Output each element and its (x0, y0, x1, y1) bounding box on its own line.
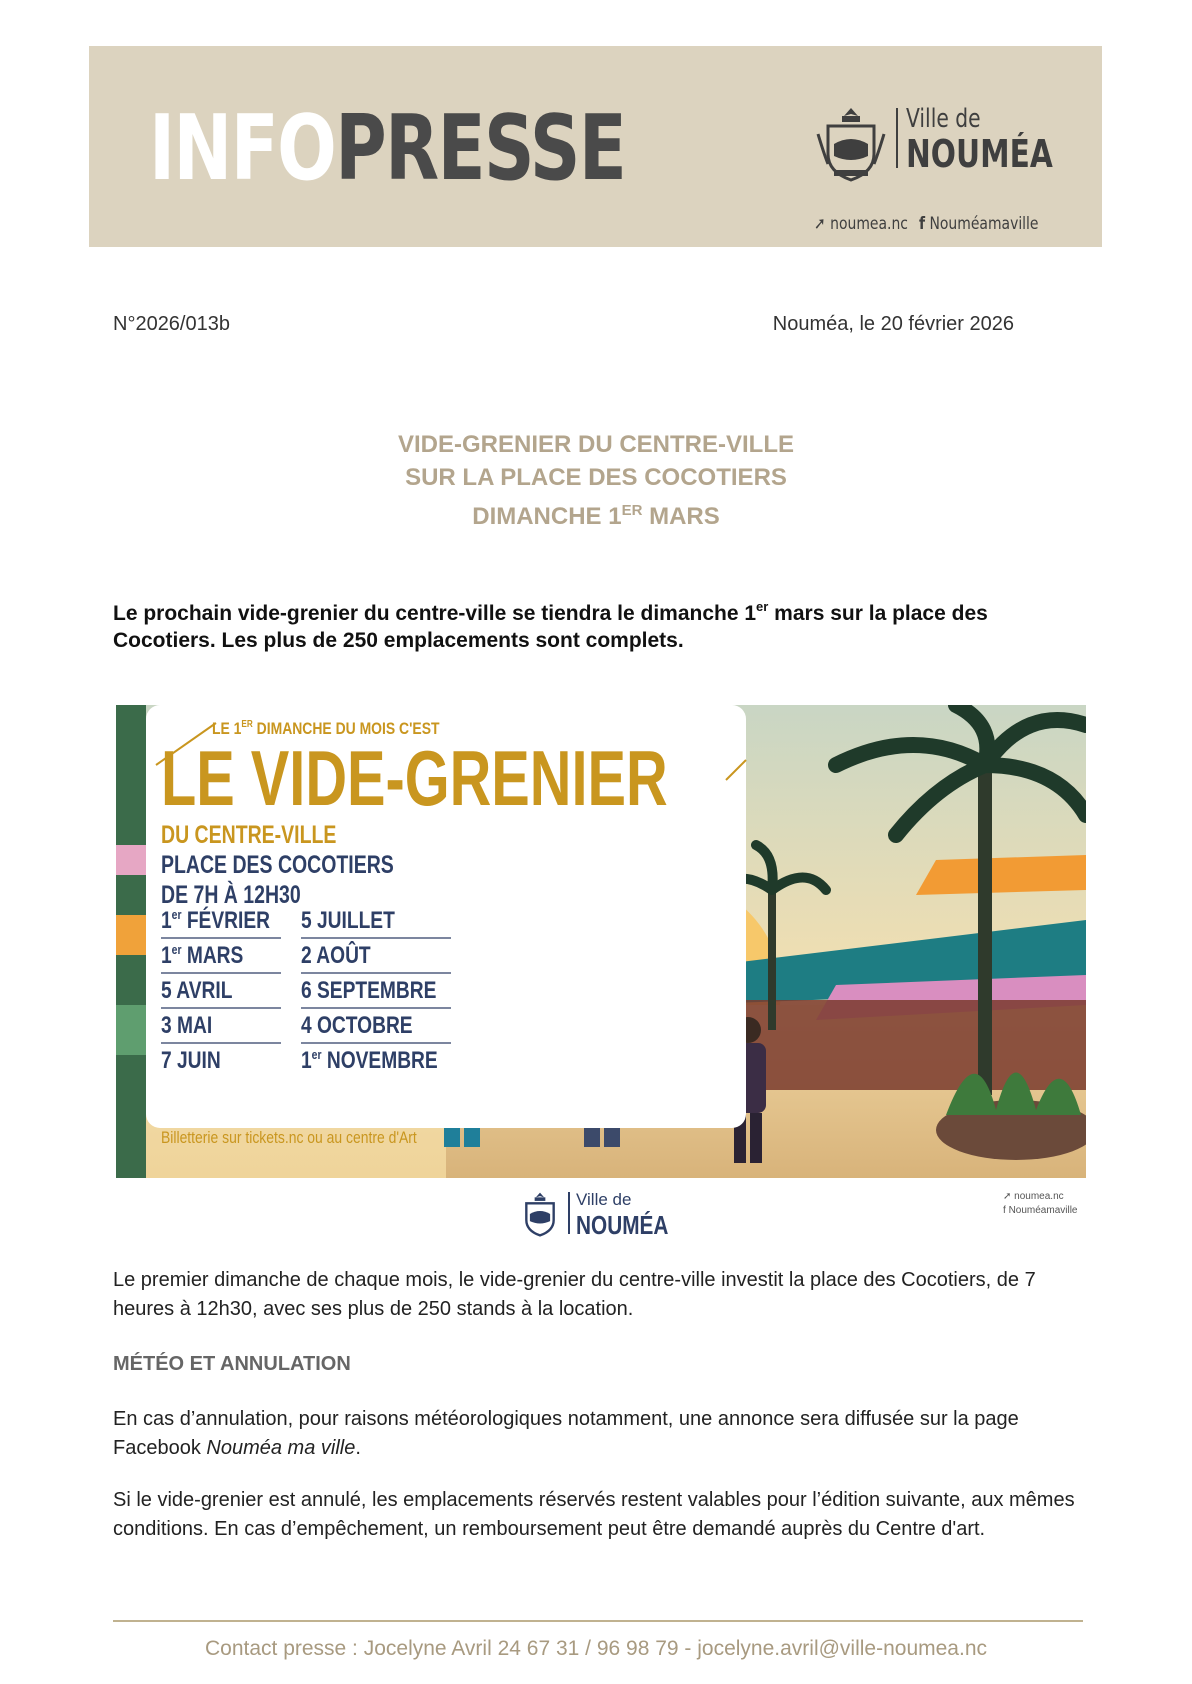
title-line-2: SUR LA PLACE DES COCOTIERS (405, 464, 787, 491)
paper-plane-icon: ➚ (1003, 1191, 1012, 1202)
poster-footer-logo (518, 1190, 698, 1242)
poster-date-item: 2 AOÛT (301, 940, 371, 969)
footer-logo-noumea: NOUMÉA (576, 1210, 669, 1240)
body-paragraph-1: Le premier dimanche de chaque mois, le vide-grenier du centre-ville investit la place des Cocotiers, de 7 heures à 12h30, avec ses plus de 250 stands à la location. (113, 1269, 1036, 1320)
poster-footer-social (1003, 1190, 1077, 1218)
header-band (89, 46, 1102, 247)
poster-subtitle-3: DE 7H À 12H30 (161, 880, 301, 909)
poster-subtitle-1: DU CENTRE-VILLE (161, 820, 337, 849)
logo-divider (568, 1192, 570, 1234)
poster-kicker: LE 1ER DIMANCHE DU MOIS C'EST (212, 718, 440, 739)
noumea-crest-icon (814, 104, 888, 184)
brand-info: INFO (149, 96, 336, 201)
poster-date-item: 3 MAI (161, 1010, 213, 1039)
poster-date-item: 5 JUILLET (301, 905, 395, 934)
brand-presse: PRESSE (335, 96, 626, 201)
poster-date-item: 1er NOVEMBRE (301, 1045, 438, 1074)
press-release-date: Nouméa, le 20 février 2026 (772, 313, 1014, 335)
poster-palm-trunk (978, 765, 992, 1095)
poster-ticketing: Billetterie sur tickets.nc ou au centre d'Art (161, 1128, 417, 1148)
facebook-link[interactable]: Nouméamaville (929, 214, 1039, 234)
title-line-3: DIMANCHE 1ER MARS (472, 502, 720, 530)
vide-grenier-poster (116, 705, 1086, 1178)
press-release-number: N°2026/013b (113, 313, 230, 335)
facebook-icon: f (918, 214, 926, 234)
page-title (0, 428, 1192, 533)
logo-ville-de: Ville de (906, 104, 981, 134)
logo-divider (896, 108, 898, 168)
website-link[interactable]: noumea.nc (830, 214, 908, 234)
logo-noumea: NOUMÉA (906, 132, 1053, 176)
poster-date-item: 1er MARS (161, 940, 244, 969)
info-presse-wordmark (149, 96, 626, 201)
ville-de-noumea-logo (814, 104, 1054, 234)
poster-headline: LE VIDE-GRENIER (161, 734, 668, 823)
facebook-icon: f (1003, 1205, 1006, 1216)
poster-date-item: 4 OCTOBRE (301, 1010, 413, 1039)
poster-awning-orange (916, 855, 1086, 895)
section-heading-meteo: MÉTÉO ET ANNULATION (113, 1353, 351, 1375)
footer-website-link[interactable]: noumea.nc (1014, 1191, 1064, 1202)
poster-date-item: 1er FÉVRIER (161, 905, 271, 934)
footer-rule (113, 1620, 1083, 1622)
footer-logo-ville: Ville de (576, 1190, 632, 1209)
press-contact: Contact presse : Jocelyne Avril 24 67 31 / 96 98 79 - jocelyne.avril@ville-noumea.nc (204, 1637, 987, 1660)
title-line-1: VIDE-GRENIER DU CENTRE-VILLE (397, 431, 795, 458)
poster-subtitle-2: PLACE DES COCOTIERS (161, 850, 394, 879)
poster-date-item: 6 SEPTEMBRE (301, 975, 437, 1004)
paper-plane-icon: ➚ (814, 214, 826, 234)
facebook-page-name: Nouméa ma ville (206, 1437, 356, 1459)
poster-date-item: 5 AVRIL (161, 975, 233, 1004)
body-paragraph-3: Si le vide-grenier est annulé, les emplacements réservés restent valables pour l’édition suivante, aux mêmes conditions. En cas d’empêchement, un remboursement peut être demandé auprès du Centre d'art. (113, 1489, 1075, 1540)
footer-facebook-link[interactable]: Nouméamaville (1008, 1205, 1078, 1216)
logo-social-links (814, 214, 1039, 234)
body-paragraph-2: En cas d’annulation, pour raisons météorologiques notamment, une annonce sera diffusée sur la page Facebook Nouméa ma ville. (113, 1408, 1019, 1459)
lead-paragraph: Le prochain vide-grenier du centre-ville se tiendra le dimanche 1er mars sur la place des Cocotiers. Les plus de 250 emplacements sont complets. (113, 599, 988, 652)
poster-date-item: 7 JUIN (161, 1045, 221, 1074)
noumea-crest-icon (518, 1190, 562, 1238)
